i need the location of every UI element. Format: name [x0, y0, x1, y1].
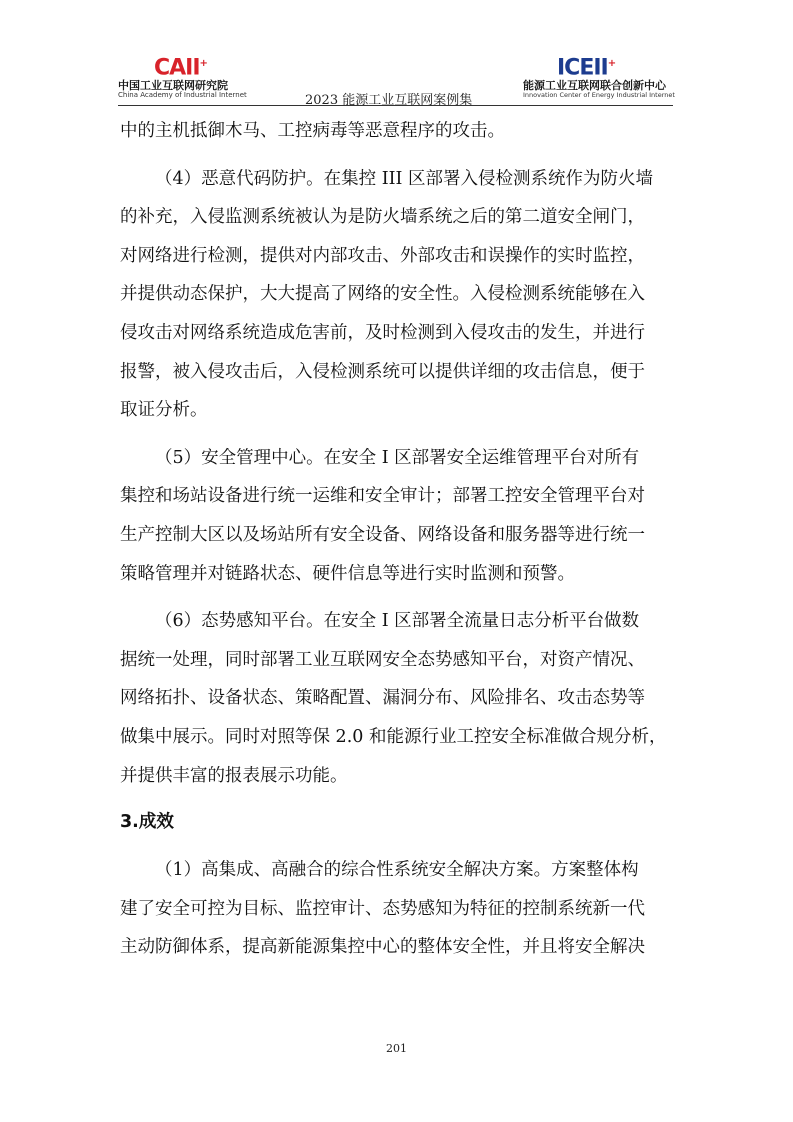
text-line: （6）态势感知平台。在安全 I 区部署全流量日志分析平台做数	[155, 611, 640, 632]
text-line: （5）安全管理中心。在安全 I 区部署安全运维管理平台对所有	[155, 447, 640, 468]
text-line: 报警，被入侵攻击后，入侵检测系统可以提供详细的攻击信息，便于	[120, 361, 645, 382]
text-line: 并提供丰富的报表展示功能。	[120, 765, 348, 786]
header-divider	[118, 105, 673, 106]
section-heading: 3.成效	[120, 812, 174, 833]
text-line: 侵攻击对网络系统造成危害前，及时检测到入侵攻击的发生，并进行	[120, 322, 645, 343]
text-line: 策略管理并对链路状态、硬件信息等进行实时监测和预警。	[120, 563, 575, 584]
text-line: （4）恶意代码防护。在集控 III 区部署入侵检测系统作为防火墙	[155, 168, 653, 189]
text-line: 网络拓扑、设备状态、策略配置、漏洞分布、风险排名、攻击态势等	[120, 688, 645, 709]
iceii-logo-en: Innovation Center of Energy Industrial Internet	[523, 91, 675, 99]
text-line: 取证分析。	[120, 400, 208, 421]
text-line: 对网络进行检测，提供对内部攻击、外部攻击和误操作的实时监控，	[120, 245, 645, 266]
text-line: 建了安全可控为目标、监控审计、态势感知为特征的控制系统新一代	[120, 898, 645, 919]
iceii-logo	[523, 52, 673, 102]
text-line: 据统一处理，同时部署工业互联网安全态势感知平台，对资产情况、	[120, 649, 645, 670]
text-line: 做集中展示。同时对照等保 2.0 和能源行业工控安全标准做合规分析，	[120, 726, 667, 747]
text-line: 生产控制大区以及场站所有安全设备、网络设备和服务器等进行统一	[120, 524, 645, 545]
text-line: 集控和场站设备进行统一运维和安全审计；部署工控安全管理平台对	[120, 486, 645, 507]
caii-logo	[118, 52, 258, 102]
header-title: 2023 能源工业互联网案例集	[305, 93, 473, 108]
iceii-logo-mark: ICEII+	[557, 55, 616, 81]
text-line: 主动防御体系，提高新能源集控中心的整体安全性，并且将安全解决	[120, 937, 645, 958]
page-number: 201	[386, 1042, 407, 1055]
caii-logo-cn: 中国工业互联网研究院	[118, 79, 228, 92]
caii-logo-mark: CAII+	[154, 55, 207, 81]
paragraph-results	[120, 851, 673, 967]
page-header	[118, 52, 673, 108]
page-body	[120, 112, 673, 967]
paragraph-situational-awareness	[120, 602, 673, 795]
text-line: 的补充，入侵监测系统被认为是防火墙系统之后的第二道安全闸门，	[120, 207, 645, 228]
text-line: （1）高集成、高融合的综合性系统安全解决方案。方案整体构	[155, 860, 639, 881]
paragraph-security-management	[120, 439, 673, 593]
text-line: 并提供动态保护，大大提高了网络的安全性。入侵检测系统能够在入	[120, 284, 645, 305]
paragraph-continuation	[120, 112, 673, 151]
text-line: 中的主机抵御木马、工控病毒等恶意程序的攻击。	[120, 121, 505, 141]
caii-logo-en: China Academy of Industrial Internet	[118, 91, 247, 99]
iceii-logo-cn: 能源工业互联网联合创新中心	[523, 79, 666, 92]
paragraph-malware-protection	[120, 160, 673, 430]
